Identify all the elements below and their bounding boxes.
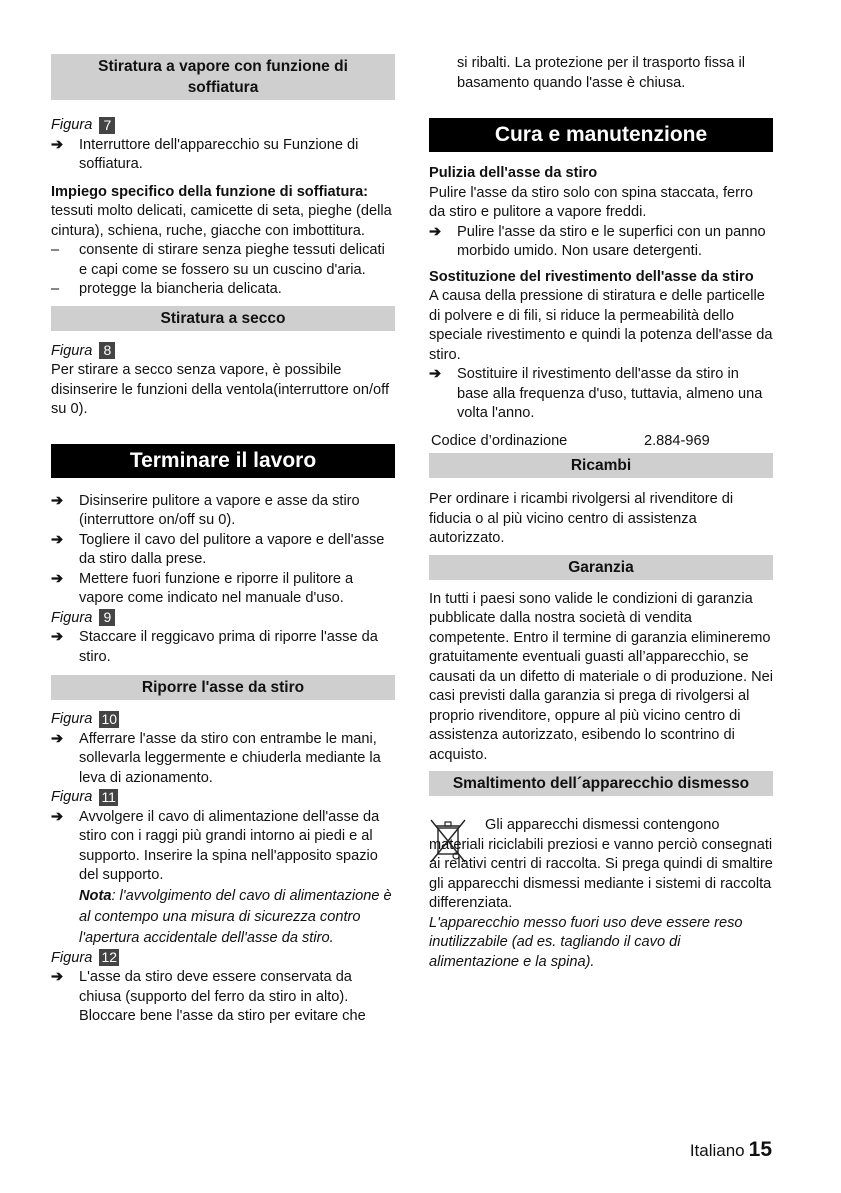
note — [51, 886, 395, 949]
right-arrow-icon: ➔ — [51, 492, 64, 509]
chapter-title-care-maintenance: Cura e manutenzione — [429, 118, 773, 152]
list-item — [51, 570, 395, 609]
right-arrow-icon: ➔ — [51, 730, 64, 747]
list-item — [51, 531, 395, 570]
subheading: Impiego specifico della funzione di soffiatura: — [51, 183, 369, 200]
section-title-warranty: Garanzia — [429, 555, 773, 580]
subheading-cover-replacement: Sostituzione del rivestimento dell'asse da stiro — [429, 268, 754, 285]
list-item — [429, 223, 773, 262]
list-item-text: Pulire l'asse da stiro e le superfici con un panno morbido umido. Non usare detergenti. — [457, 223, 766, 259]
list-item — [429, 365, 773, 424]
page-footer — [690, 1138, 772, 1162]
section-title-disposal: Smaltimento dell´apparecchio dismesso — [429, 771, 773, 796]
right-arrow-icon: ➔ — [51, 969, 64, 985]
figure-number: 11 — [101, 788, 116, 805]
note-label: Nota — [79, 887, 112, 904]
figure-ref-12 — [51, 949, 395, 969]
list-item — [51, 730, 395, 789]
list-item-text: consente di stirare senza pieghe tessuti delicati e capi come se fossero su un cuscino d'aria. — [79, 242, 385, 278]
list-item — [51, 241, 395, 280]
list-item — [51, 492, 395, 531]
section-title-store-board: Riporre l'asse da stiro — [51, 675, 395, 700]
right-arrow-icon: ➔ — [51, 531, 64, 548]
dash-bullet: – — [51, 281, 60, 297]
figure-label: Figura — [51, 789, 93, 805]
dash-bullet: – — [51, 242, 60, 258]
figure-label: Figura — [51, 949, 93, 966]
list-item-text: Disinserire pulitore a vapore e asse da stiro (interruttore on/off su 0). — [79, 492, 360, 528]
paragraph: A causa della pressione di stiratura e delle particelle di polvere e di fili, si riduce la permeabilità dello speciale rivestimento e quindi la potenza dell'asse da stiro. — [429, 288, 773, 363]
figure-number: 9 — [99, 609, 115, 626]
list-item-text: Interruttore dell'apparecchio su Funzione di soffiatura. — [79, 136, 359, 172]
list-item-text: protegge la biancheria delicata. — [79, 281, 282, 297]
right-column — [429, 54, 773, 972]
order-code-label: Codice d’ordinazione — [431, 432, 568, 449]
list-item — [51, 136, 395, 175]
figure-number: 12 — [101, 949, 118, 966]
list-item — [51, 968, 395, 1027]
figure-ref-7 — [51, 116, 395, 136]
figure-label: Figura — [51, 117, 93, 133]
figure-number: 10 — [101, 710, 118, 727]
right-arrow-icon: ➔ — [51, 136, 64, 153]
right-arrow-icon: ➔ — [51, 570, 64, 587]
figure-label: Figura — [51, 711, 93, 727]
chapter-title-finish-work: Terminare il lavoro — [51, 444, 395, 478]
figure-ref-8 — [51, 342, 395, 362]
figure-ref-11 — [51, 788, 395, 808]
list-item — [51, 808, 395, 886]
order-code-value: 2.884-969 — [644, 432, 710, 449]
subheading-cleaning: Pulizia dell'asse da stiro — [429, 165, 598, 181]
right-arrow-icon: ➔ — [429, 366, 442, 382]
list-item — [51, 628, 395, 667]
figure-label: Figura — [51, 342, 93, 359]
page-number: 15 — [748, 1138, 772, 1161]
right-arrow-icon: ➔ — [51, 629, 64, 645]
list-item-text: Mettere fuori funzione e riporre il pulitore a vapore come indicato nel manuale d'uso. — [79, 570, 354, 606]
figure-number: 7 — [99, 117, 115, 134]
list-item-text: Sostituire il rivestimento dell'asse da stiro in base alla frequenza d'uso, tuttavia, almeno una volta l'anno. — [457, 366, 763, 421]
figure-ref-9 — [51, 609, 395, 629]
section-title-steam-blow: Stiratura a vapore con funzione di soffiatura — [51, 54, 395, 100]
list-item-text: Afferrare l'asse da stiro con entrambe le mani, sollevarla leggermente e chiuderla mediante la leva di azionamento. — [79, 730, 381, 786]
footer-language: Italiano — [689, 1141, 745, 1160]
figure-label: Figura — [51, 609, 93, 626]
paragraph: Per stirare a secco senza vapore, è possibile disinserire le funzioni della ventola(interruttore on/off su 0). — [51, 362, 390, 417]
figure-number: 8 — [99, 342, 115, 359]
section-title-dry-ironing: Stiratura a secco — [51, 306, 395, 331]
list-item-text: Staccare il reggicavo prima di riporre l'asse da stiro. — [79, 629, 378, 665]
note-text: : l'avvolgimento del cavo di alimentazione è al contempo una misura di sicurezza contro l'apertura accidentale dell'asse da stiro. — [79, 887, 392, 946]
list-item-text: Togliere il cavo del pulitore a vapore e dell'asse da stiro dalla prese. — [79, 531, 385, 567]
right-arrow-icon: ➔ — [51, 808, 64, 825]
list-item-text: L'asse da stiro deve essere conservata da chiusa (supporto del ferro da stiro in alto). Bloccare bene l'asse da stiro per evitare che — [79, 969, 366, 1024]
right-arrow-icon: ➔ — [429, 223, 442, 240]
left-column — [51, 54, 395, 1027]
paragraph: Gli apparecchi dismessi contengono materiali riciclabili preziosi e vanno perciò consegnati ai relativi centri di raccolta. Si prega quindi di smaltire gli apparecchi dismessi mediante i sistemi di raccolta differenziata. — [429, 817, 773, 911]
section-title-spare-parts: Ricambi — [429, 453, 773, 478]
paragraph: tessuti molto delicati, camicette di seta, pieghe (della cintura), schiena, ruche, giacche con imbottitura. — [51, 203, 392, 239]
order-code-row — [429, 432, 773, 452]
paragraph: In tutti i paesi sono valide le condizioni di garanzia pubblicate dalla nostra società di vendita competente. Entro il termine di garanzia elimineremo gratuitamente eventuali guasti all’apparecchio, se causati da un difetto di materiale o di produzione. Nei casi previsti dalla garanzia si prega di rivolgersi al proprio rivenditore, oppure al più vicino centro di assistenza autorizzato, esibendo lo scontrino di acquisto. — [429, 590, 773, 763]
continued-paragraph: si ribalti. La protezione per il trasporto fissa il basamento quando l'asse è chiusa. — [457, 55, 745, 91]
paragraph-italic: L'apparecchio messo fuori uso deve essere reso inutilizzabile (ad es. tagliando il cavo di alimentazione e la spina). — [429, 914, 743, 970]
paragraph: Per ordinare i ricambi rivolgersi al rivenditore di fiducia o al più vicino centro di assistenza autorizzato. — [429, 491, 734, 546]
figure-ref-10 — [51, 710, 395, 730]
list-item-text: Avvolgere il cavo di alimentazione dell'asse da stiro con i raggi più grandi intorno ai piedi e al supporto. Inserire la spina nell'apposito spazio del supporto. — [79, 808, 380, 883]
list-item — [51, 280, 395, 300]
paragraph: Pulire l'asse da stiro solo con spina staccata, ferro da stiro e pulitore a vapore freddi. — [429, 184, 754, 220]
